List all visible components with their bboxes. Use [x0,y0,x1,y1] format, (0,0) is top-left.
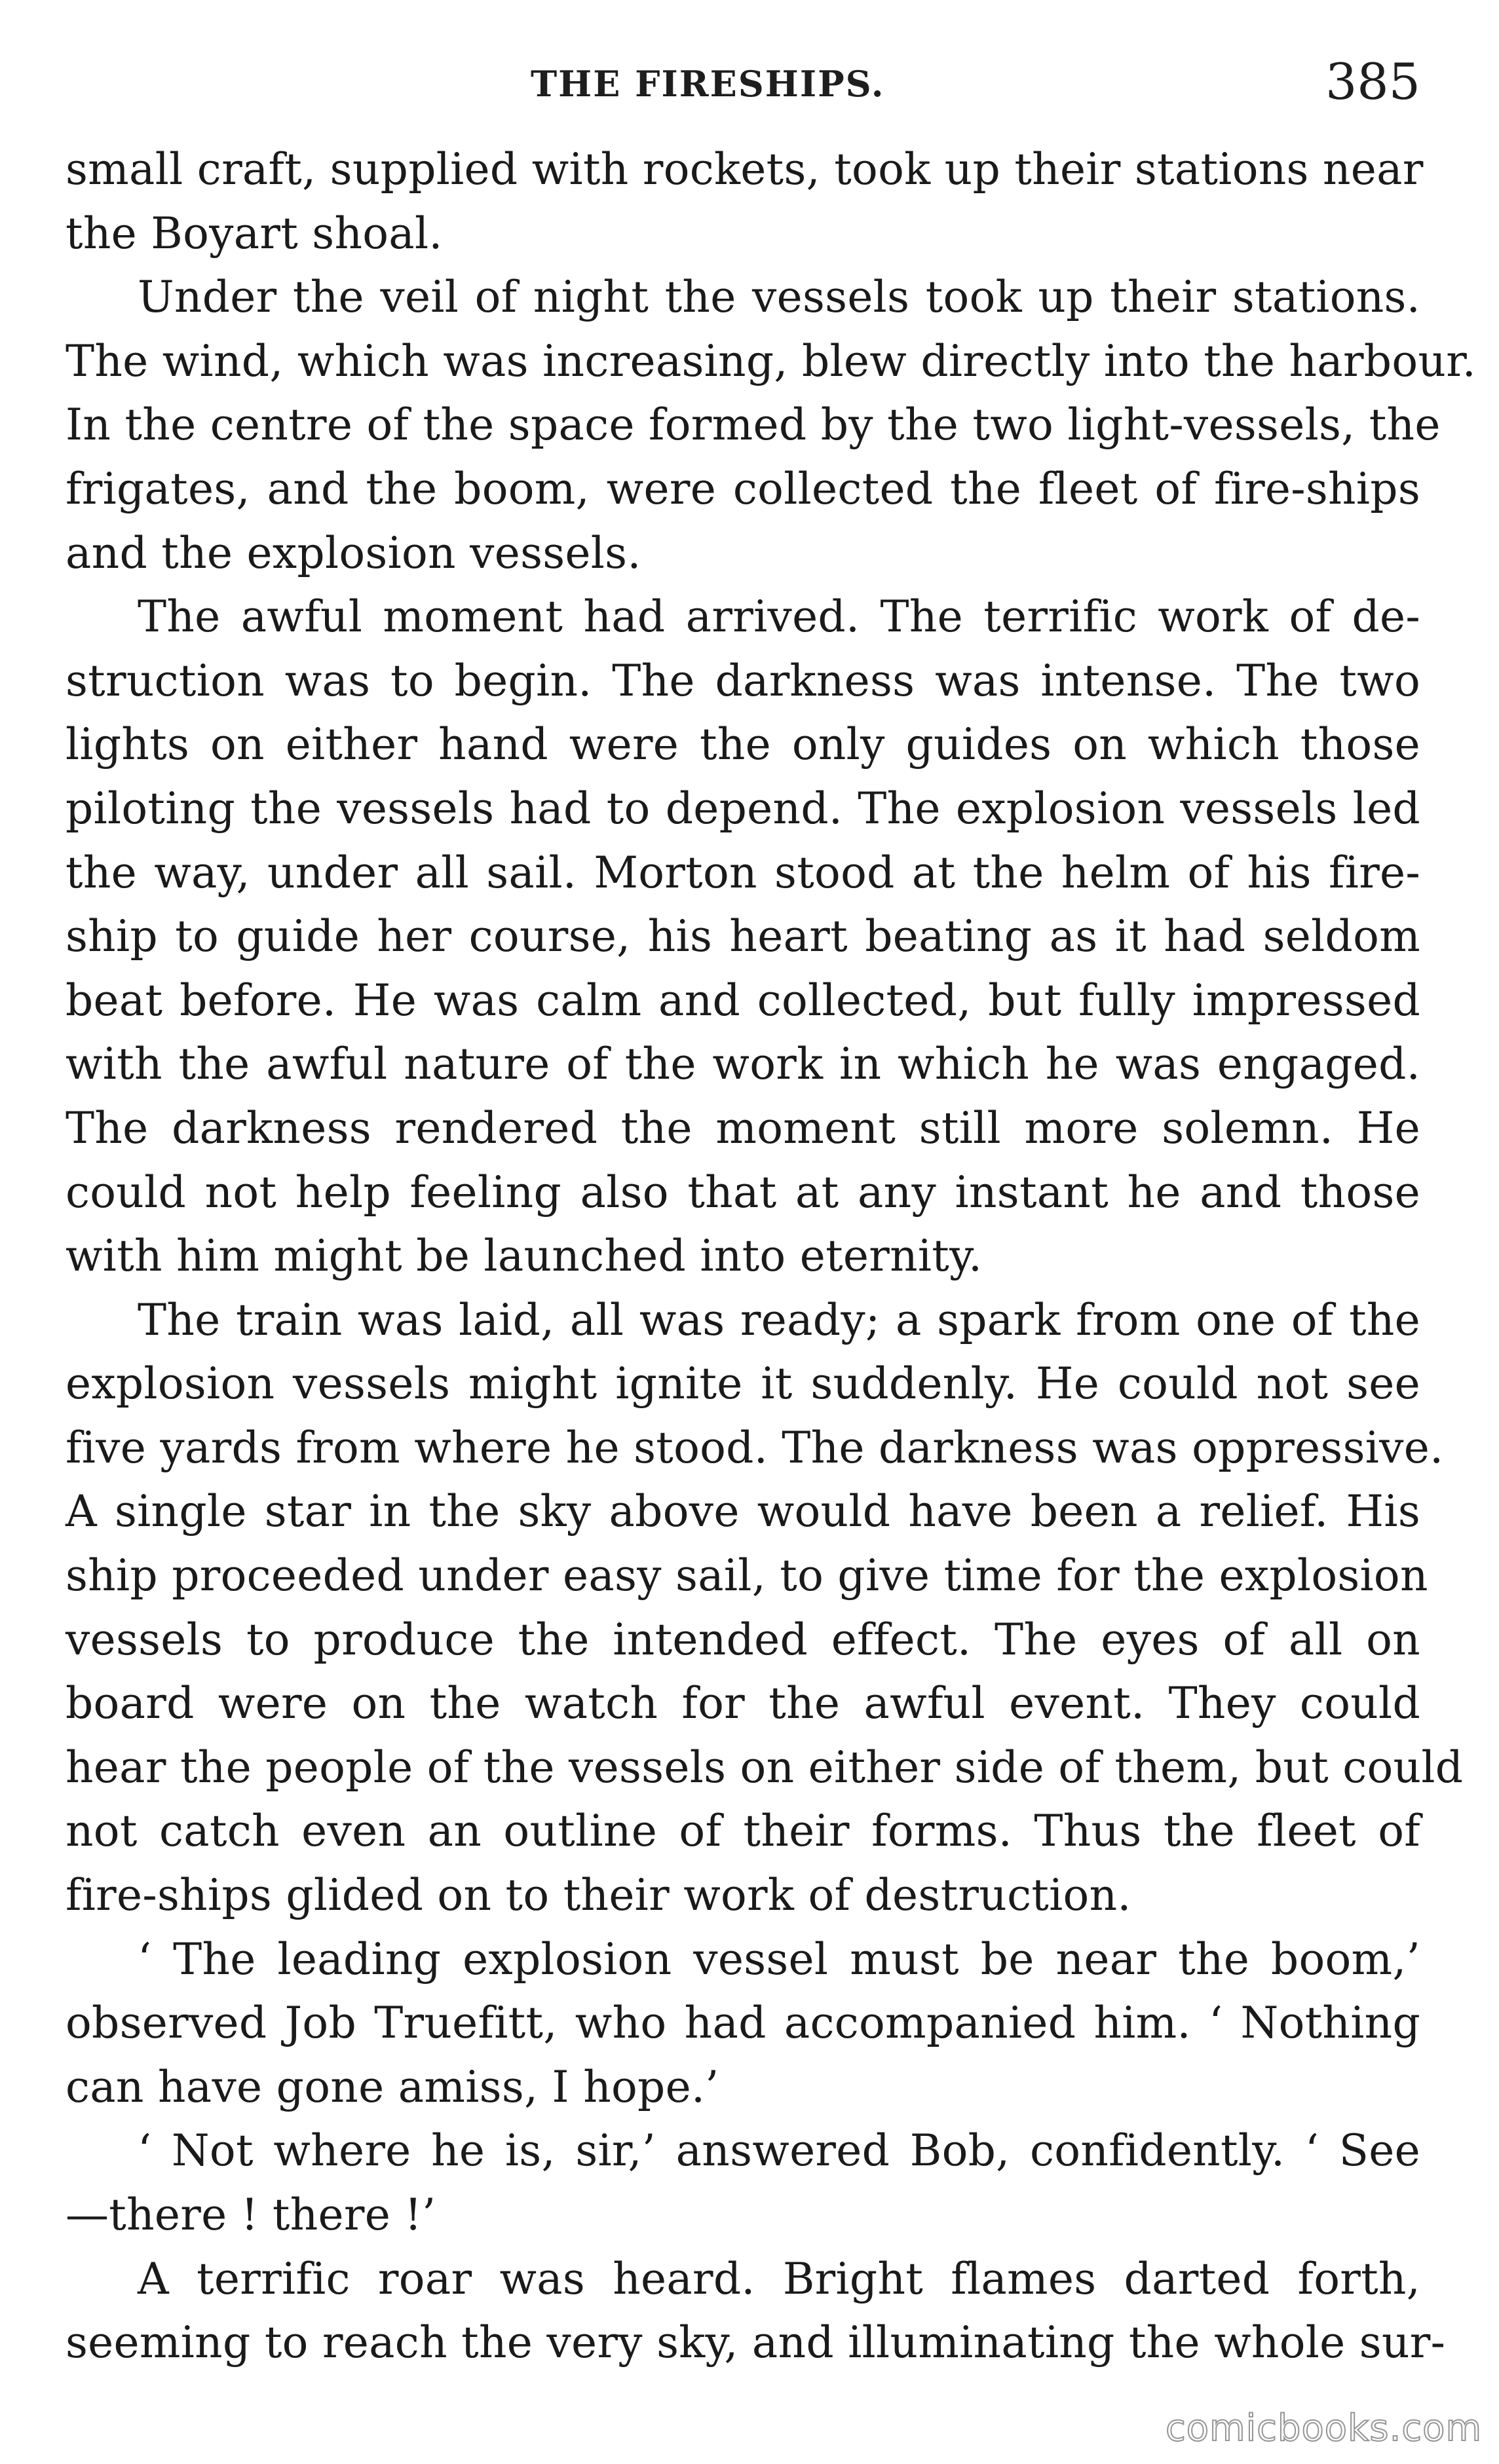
text-line: can have gone amiss, I hope.’ [66,2061,719,2112]
text-line: the Boyart shoal. [66,208,443,259]
site-watermark: comicbooks.com [1165,2407,1482,2450]
text-line: struction was to begin. The darkness was intense. The two [66,655,1420,706]
text-line: five yards from where he stood. The darkness was oppressive. [66,1422,1444,1473]
text-line: ship to guide her course, his heart beating as it had seldom [66,911,1420,962]
text-line: A single star in the sky above would have been a relief. His [66,1486,1420,1537]
text-line: ship proceeded under easy sail, to give time for the explosion [66,1550,1428,1601]
text-line: lights on either hand were the only guides on which those [66,719,1420,770]
text-line: ‘ Not where he is, sir,’ answered Bob, confidently. ‘ See [138,2125,1420,2176]
chapter-title: THE FIRESHIPS. [531,63,885,105]
text-line: The awful moment had arrived. The terrific work of de- [138,591,1420,643]
text-line: fire-ships glided on to their work of destruction. [66,1870,1131,1921]
running-header [0,39,1499,124]
text-line: not catch even an outline of their forms. Thus the fleet of [66,1806,1420,1857]
text-line: Under the veil of night the vessels took up their stations. [138,272,1420,323]
page-number: 385 [1325,52,1420,111]
text-line: and the explosion vessels. [66,527,641,578]
text-line: The wind, which was increasing, blew directly into the harbour. [66,335,1477,386]
text-line: piloting the vessels had to depend. The explosion vessels led [66,783,1420,834]
text-line: seeming to reach the very sky, and illuminating the whole sur- [66,2317,1446,2368]
text-line: with the awful nature of the work in which he was engaged. [66,1039,1420,1090]
text-line: The train was laid, all was ready; a spark from one of the [138,1294,1420,1345]
text-line: In the centre of the space formed by the two light-vessels, the [66,400,1441,451]
text-line: A terrific roar was heard. Bright flames darted forth, [138,2253,1420,2304]
text-line: frigates, and the boom, were collected the fleet of fire-ships [66,463,1420,514]
text-line: the way, under all sail. Morton stood at the helm of his fire- [66,847,1420,898]
text-line: observed Job Truefitt, who had accompanied him. ‘ Nothing [66,1998,1420,2049]
text-line: hear the people of the vessels on either side of them, but could [66,1742,1464,1793]
text-line: with him might be launched into eternity. [66,1231,983,1282]
text-line: vessels to produce the intended effect. The eyes of all on [66,1614,1420,1665]
text-line: small craft, supplied with rockets, took up their stations near [66,144,1424,195]
text-line: ‘ The leading explosion vessel must be near the boom,’ [138,1933,1420,1985]
text-line: explosion vessels might ignite it suddenly. He could not see [66,1358,1420,1409]
text-line: —there ! there !’ [66,2190,436,2240]
text-line: board were on the watch for the awful event. They could [66,1678,1420,1729]
text-line: could not help feeling also that at any instant he and those [66,1167,1420,1218]
text-line: The darkness rendered the moment still more solemn. He [66,1102,1420,1153]
body-text [66,138,1477,2375]
text-line: beat before. He was calm and collected, but fully impressed [66,975,1420,1026]
